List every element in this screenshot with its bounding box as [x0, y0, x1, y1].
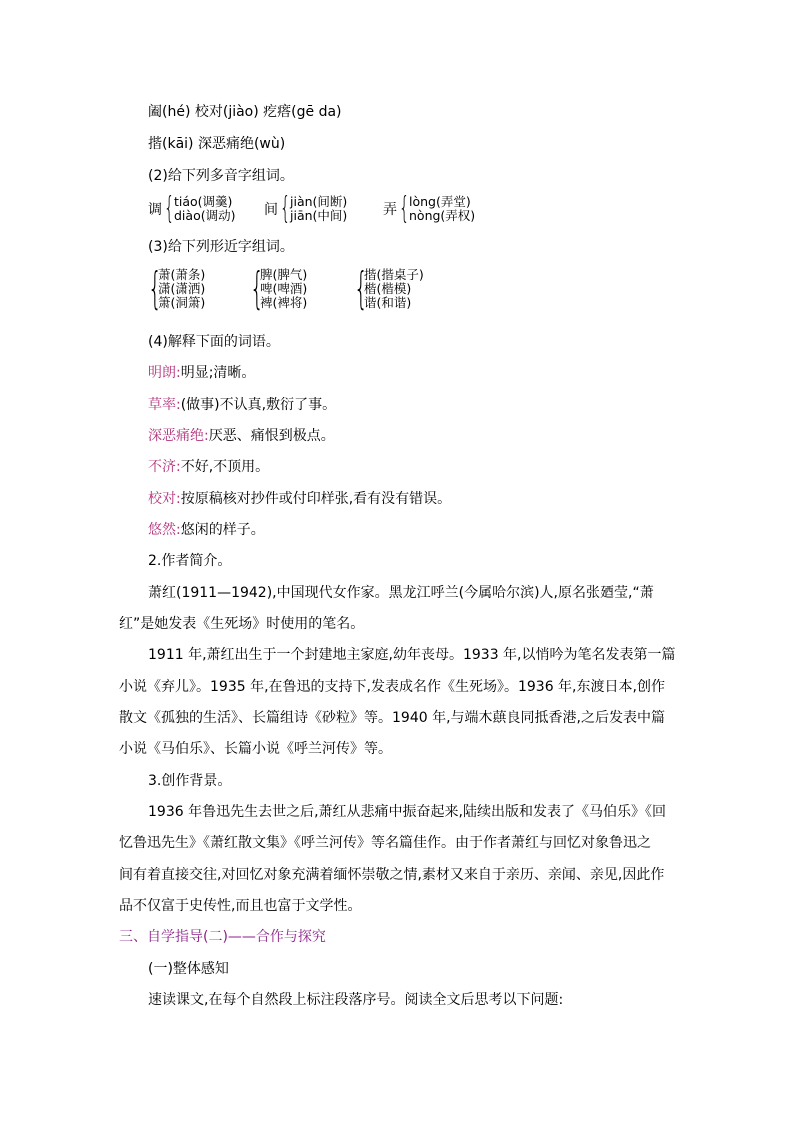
pinyin-line-1: 阖(hé) 校对(jiào) 疙瘩(gē da): [148, 104, 342, 120]
explain-term: 悠然:: [148, 522, 181, 538]
similar-item: 潇(潇洒): [158, 281, 206, 296]
polyphonic-item: jiān(中间): [290, 208, 348, 223]
explain-def: (做事)不认真,敷衍了事。: [180, 397, 337, 413]
explain-def: 不好,不顶用。: [180, 459, 270, 475]
explain-item: [148, 427, 335, 445]
explain-term: 校对:: [148, 491, 181, 507]
polyphonic-heading: (2)给下列多音字组词。: [148, 168, 294, 184]
similar-item: 谐(和谐): [364, 295, 412, 310]
explain-item: [148, 490, 451, 508]
explain-term: 不济:: [148, 459, 181, 475]
author-para2-line: 1911 年,萧红出生于一个封建地主家庭,幼年丧母。1933 年,以悄吟为笔名发表第一篇: [148, 647, 676, 663]
subsection-heading: (一)整体感知: [148, 961, 229, 977]
background-line: 间有着直接交往,对回忆对象充满着缅怀崇敬之情,素材又来自于亲历、亲闻、亲见,因此作: [119, 867, 665, 883]
polyphonic-group-1: [148, 191, 236, 226]
explain-term: 深恶痛绝:: [148, 428, 209, 444]
explain-def: 明显;清晰。: [180, 365, 256, 381]
explain-def: 厌恶、痛恨到极点。: [208, 428, 335, 444]
brace-icon: {: [399, 191, 410, 226]
brace-icon: {: [280, 191, 291, 226]
explain-term: 草率:: [148, 397, 181, 413]
author-heading: 2.作者简介。: [148, 553, 232, 569]
author-para2-line: 小说《弃儿》。1935 年,在鲁迅的支持下,发表成名作《生死场》。1936 年,东渡日本,创作: [119, 679, 665, 695]
similar-item: 箫(洞箫): [158, 295, 206, 310]
explain-heading: (4)解释下面的词语。: [148, 334, 280, 350]
polyphonic-char: 弄: [383, 202, 397, 218]
section-heading: 三、自学指导(二)——合作与探究: [119, 929, 326, 945]
background-heading: 3.创作背景。: [148, 773, 232, 789]
polyphonic-item: tiáo(调羹): [174, 194, 233, 209]
pinyin-line-2: 揩(kāi) 深恶痛绝(wù): [148, 136, 286, 152]
polyphonic-item: nòng(弄权): [409, 208, 476, 223]
author-para2-line: 散文《孤独的生活》、长篇组诗《砂粒》等。1940 年,与端木蕻良同抵香港,之后发表中篇: [119, 710, 665, 726]
background-line: 忆鲁迅先生》《萧红散文集》《呼兰河传》等名篇佳作。由于作者萧红与回忆对象鲁迅之: [119, 835, 651, 851]
author-para1-line: 萧红(1911—1942),中国现代女作家。黑龙江呼兰(今属哈尔滨)人,原名张廼莹,“萧: [148, 585, 654, 601]
explain-item: [148, 364, 255, 382]
polyphonic-char: 调: [148, 202, 162, 218]
background-line: 品不仅富于史传性,而且也富于文学性。: [119, 898, 362, 914]
brace-icon: {: [164, 191, 175, 226]
similar-item: 楷(楷模): [364, 281, 412, 296]
brace-icon: {: [148, 263, 162, 314]
instruction-text: 速读课文,在每个自然段上标注段落序号。阅读全文后思考以下问题:: [148, 992, 564, 1008]
polyphonic-item: diào(调动): [174, 208, 236, 223]
polyphonic-item: jiàn(间断): [290, 194, 348, 209]
similar-item: 萧(萧条): [158, 267, 206, 282]
explain-term: 明朗:: [148, 365, 181, 381]
similar-group-3: [354, 263, 424, 314]
similar-item: 揩(揩桌子): [364, 267, 424, 282]
similar-group-2: [250, 263, 308, 314]
author-para2-line: 小说《马伯乐》、长篇小说《呼兰河传》等。: [119, 741, 392, 757]
similar-group-1: [148, 263, 206, 314]
polyphonic-group-2: [264, 191, 348, 226]
similar-item: 裨(裨将): [260, 295, 308, 310]
polyphonic-item: lòng(弄堂): [409, 194, 471, 209]
explain-item: [148, 458, 269, 476]
polyphonic-char: 间: [264, 202, 278, 218]
explain-item: [148, 396, 336, 414]
author-para1-line: 红”是她发表《生死场》时使用的笔名。: [119, 616, 365, 632]
similar-item: 脾(脾气): [260, 267, 308, 282]
brace-icon: {: [354, 263, 368, 314]
similar-heading: (3)给下列形近字组词。: [148, 239, 294, 255]
similar-item: 啤(啤酒): [260, 281, 308, 296]
background-line: 1936 年鲁迅先生去世之后,萧红从悲痛中振奋起来,陆续出版和发表了《马伯乐》《回: [148, 804, 666, 820]
explain-def: 按原稿核对抄件或付印样张,看有没有错误。: [180, 491, 452, 507]
brace-icon: {: [250, 263, 264, 314]
polyphonic-group-3: [383, 191, 476, 226]
explain-item: [148, 521, 265, 539]
explain-def: 悠闲的样子。: [180, 522, 265, 538]
